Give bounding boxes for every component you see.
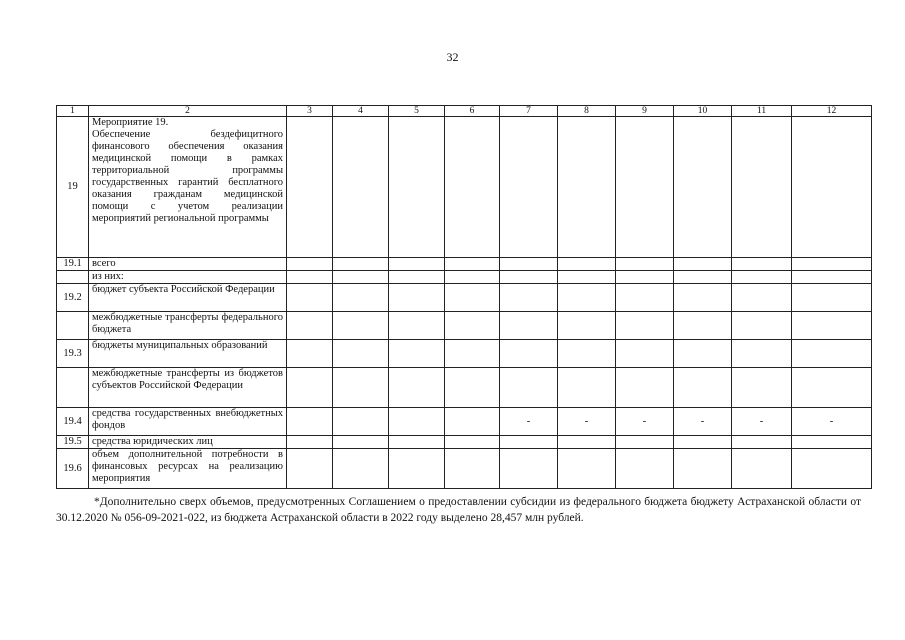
value-cell bbox=[389, 271, 445, 284]
header-col-12: 12 bbox=[792, 106, 872, 117]
value-cell bbox=[333, 368, 389, 408]
value-cell bbox=[287, 117, 333, 258]
row-number bbox=[57, 312, 89, 340]
table-header-row bbox=[57, 106, 872, 117]
value-cell bbox=[389, 408, 445, 436]
value-cell: - bbox=[792, 408, 872, 436]
page-number: 32 bbox=[446, 50, 459, 64]
row-number: 19.5 bbox=[57, 436, 89, 449]
value-cell bbox=[792, 117, 872, 258]
header-col-8: 8 bbox=[558, 106, 616, 117]
row-description: средства юридических лиц bbox=[89, 436, 287, 449]
value-cell bbox=[732, 368, 792, 408]
value-cell bbox=[500, 258, 558, 271]
value-cell bbox=[500, 117, 558, 258]
row-number: 19.6 bbox=[57, 449, 89, 489]
value-cell bbox=[500, 368, 558, 408]
row-description: Мероприятие 19. Обеспечение бездефицитного финансового обеспечения оказания медицинской помощи в рамках территориальной программы государственных гарантий бесплатного оказания гражданам медицинской помощи с учетом реализации мероприятий региональной программы bbox=[89, 117, 287, 258]
table-row bbox=[57, 312, 872, 340]
row-number: 19 bbox=[57, 117, 89, 258]
value-cell bbox=[389, 449, 445, 489]
value-cell bbox=[558, 312, 616, 340]
row-number bbox=[57, 368, 89, 408]
row-description: межбюджетные трансферты из бюджетов субъектов Российской Федерации bbox=[89, 368, 287, 408]
value-cell bbox=[333, 271, 389, 284]
footnote: *Дополнительно сверх объемов, предусмотренных Соглашением о предоставлении субсидии из федерального бюджета бюджету Астраханской области от 30.12.2020 № 056-09-2021-022, из бюджета Астраханской области в 2022 году выделено 28,457 млн рублей. bbox=[56, 496, 861, 524]
table-row bbox=[57, 284, 872, 312]
value-cell bbox=[333, 449, 389, 489]
value-cell bbox=[445, 408, 500, 436]
value-cell bbox=[500, 271, 558, 284]
table-row bbox=[57, 436, 872, 449]
value-cell bbox=[389, 368, 445, 408]
value-cell bbox=[616, 436, 674, 449]
table-row bbox=[57, 449, 872, 489]
row-number bbox=[57, 271, 89, 284]
value-cell bbox=[674, 436, 732, 449]
value-cell: - bbox=[500, 408, 558, 436]
row-description: объем дополнительной потребности в финансовых ресурсах на реализацию мероприятия bbox=[89, 449, 287, 489]
row-number: 19.2 bbox=[57, 284, 89, 312]
header-col-9: 9 bbox=[616, 106, 674, 117]
row-number: 19.3 bbox=[57, 340, 89, 368]
value-cell bbox=[558, 117, 616, 258]
value-cell bbox=[333, 436, 389, 449]
header-col-1: 1 bbox=[57, 106, 89, 117]
row-description: бюджеты муниципальных образований bbox=[89, 340, 287, 368]
value-cell bbox=[558, 271, 616, 284]
row-number: 19.4 bbox=[57, 408, 89, 436]
value-cell bbox=[732, 312, 792, 340]
header-col-4: 4 bbox=[333, 106, 389, 117]
value-cell bbox=[558, 368, 616, 408]
value-cell bbox=[674, 312, 732, 340]
value-cell bbox=[287, 408, 333, 436]
value-cell bbox=[674, 271, 732, 284]
value-cell bbox=[445, 436, 500, 449]
value-cell bbox=[616, 340, 674, 368]
value-cell: - bbox=[558, 408, 616, 436]
value-cell bbox=[500, 449, 558, 489]
value-cell bbox=[333, 340, 389, 368]
value-cell bbox=[389, 284, 445, 312]
value-cell bbox=[445, 271, 500, 284]
value-cell bbox=[792, 271, 872, 284]
header-col-7: 7 bbox=[500, 106, 558, 117]
value-cell bbox=[333, 312, 389, 340]
measures-table bbox=[56, 105, 872, 489]
header-col-10: 10 bbox=[674, 106, 732, 117]
value-cell bbox=[500, 284, 558, 312]
header-col-5: 5 bbox=[389, 106, 445, 117]
value-cell bbox=[792, 449, 872, 489]
row-description: средства государственных внебюджетных фондов bbox=[89, 408, 287, 436]
table-row bbox=[57, 408, 872, 436]
table-row bbox=[57, 368, 872, 408]
value-cell bbox=[445, 368, 500, 408]
value-cell bbox=[389, 258, 445, 271]
value-cell bbox=[616, 449, 674, 489]
value-cell bbox=[558, 258, 616, 271]
value-cell bbox=[616, 271, 674, 284]
value-cell bbox=[287, 284, 333, 312]
row-description: всего bbox=[89, 258, 287, 271]
value-cell bbox=[732, 340, 792, 368]
value-cell bbox=[445, 117, 500, 258]
value-cell bbox=[674, 284, 732, 312]
value-cell bbox=[558, 436, 616, 449]
value-cell bbox=[616, 117, 674, 258]
value-cell bbox=[674, 368, 732, 408]
value-cell: - bbox=[674, 408, 732, 436]
value-cell bbox=[287, 312, 333, 340]
value-cell bbox=[674, 340, 732, 368]
value-cell bbox=[558, 449, 616, 489]
row-description: межбюджетные трансферты федерального бюджета bbox=[89, 312, 287, 340]
value-cell: - bbox=[616, 408, 674, 436]
value-cell bbox=[445, 258, 500, 271]
value-cell bbox=[616, 284, 674, 312]
value-cell bbox=[389, 117, 445, 258]
table-row bbox=[57, 340, 872, 368]
value-cell bbox=[732, 284, 792, 312]
value-cell bbox=[389, 312, 445, 340]
value-cell bbox=[445, 284, 500, 312]
value-cell bbox=[500, 436, 558, 449]
value-cell bbox=[500, 312, 558, 340]
value-cell bbox=[616, 312, 674, 340]
value-cell bbox=[674, 117, 732, 258]
value-cell bbox=[287, 258, 333, 271]
value-cell bbox=[674, 449, 732, 489]
value-cell bbox=[792, 368, 872, 408]
value-cell bbox=[792, 436, 872, 449]
value-cell bbox=[792, 340, 872, 368]
value-cell bbox=[287, 368, 333, 408]
value-cell bbox=[674, 258, 732, 271]
value-cell bbox=[287, 271, 333, 284]
table-row bbox=[57, 258, 872, 271]
value-cell bbox=[287, 340, 333, 368]
header-col-6: 6 bbox=[445, 106, 500, 117]
value-cell bbox=[287, 449, 333, 489]
value-cell bbox=[616, 258, 674, 271]
value-cell bbox=[732, 258, 792, 271]
value-cell bbox=[287, 436, 333, 449]
table-row bbox=[57, 117, 872, 258]
value-cell bbox=[389, 340, 445, 368]
value-cell bbox=[333, 117, 389, 258]
value-cell bbox=[792, 258, 872, 271]
value-cell bbox=[389, 436, 445, 449]
value-cell bbox=[732, 271, 792, 284]
header-col-2: 2 bbox=[89, 106, 287, 117]
value-cell bbox=[333, 258, 389, 271]
value-cell: - bbox=[732, 408, 792, 436]
value-cell bbox=[333, 408, 389, 436]
value-cell bbox=[792, 284, 872, 312]
value-cell bbox=[445, 340, 500, 368]
value-cell bbox=[333, 284, 389, 312]
table-row bbox=[57, 271, 872, 284]
header-col-3: 3 bbox=[287, 106, 333, 117]
row-number: 19.1 bbox=[57, 258, 89, 271]
row-description: бюджет субъекта Российской Федерации bbox=[89, 284, 287, 312]
header-col-11: 11 bbox=[732, 106, 792, 117]
value-cell bbox=[792, 312, 872, 340]
value-cell bbox=[500, 340, 558, 368]
value-cell bbox=[732, 449, 792, 489]
value-cell bbox=[445, 449, 500, 489]
value-cell bbox=[616, 368, 674, 408]
value-cell bbox=[732, 117, 792, 258]
value-cell bbox=[445, 312, 500, 340]
value-cell bbox=[558, 340, 616, 368]
row-description: из них: bbox=[89, 271, 287, 284]
value-cell bbox=[732, 436, 792, 449]
value-cell bbox=[558, 284, 616, 312]
